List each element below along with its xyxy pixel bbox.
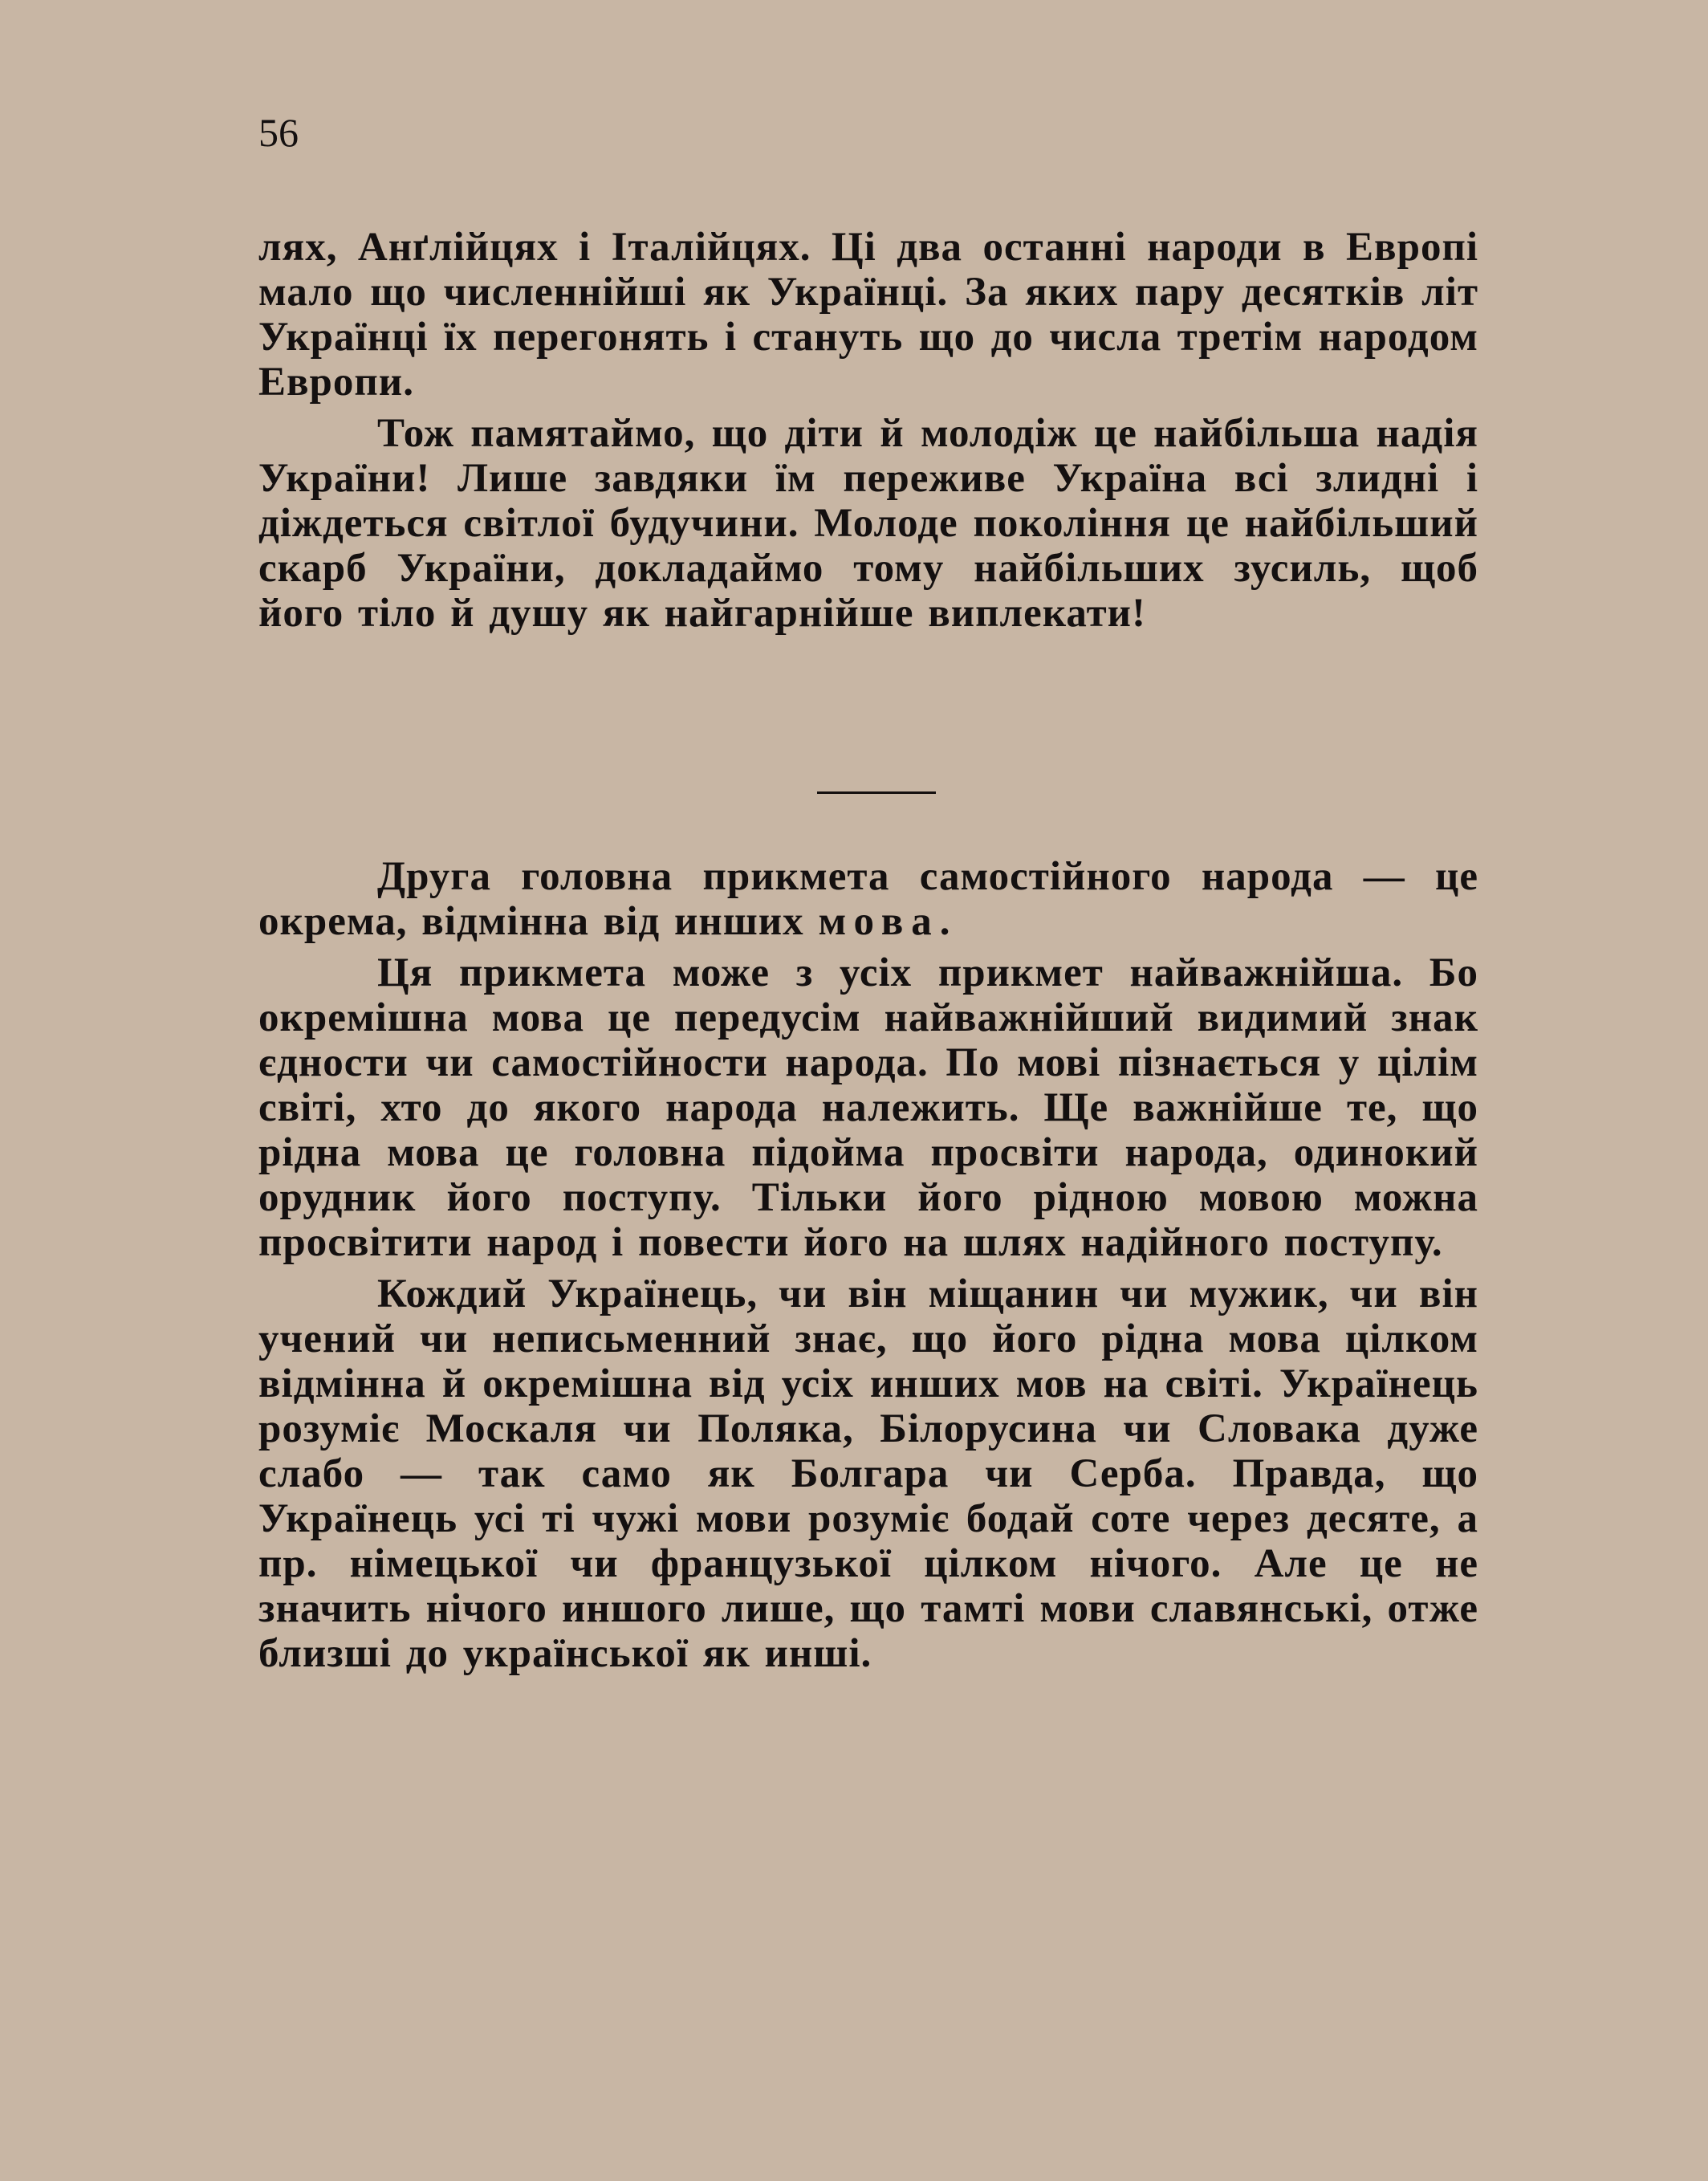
paragraph-language-mark-text: Друга головна прикмета самостійного народа — це окрема, відмінна від инших: [258, 854, 1478, 944]
text-section-top: [258, 225, 1478, 642]
paragraph-continuation: лях, Анґлійцях і Італійцях. Ці два останні народи в Европі мало що численнійші як Українці. За яких пару десятків літ Українці їх перегонять і стануть що до числа третім народом Европи.: [258, 225, 1478, 405]
text-section-bottom: [258, 854, 1478, 1683]
spaced-word-mova: мова: [818, 899, 940, 944]
paragraph-language-mark-end: .: [939, 899, 951, 944]
paragraph-importance: Ця прикмета може з усіх прикмет найважнійша. Бо окремішна мова це передусім найважнійший видимий знак єдности чи самостійности народа. По мові пізнається у цілім світі, хто до якого народа належить. Ще важнійше те, що рідна мова це головна підойма просвіти народа, одинокий орудник його поступу. Тільки його рідною мовою можна просвітити народ і повести його на шлях надійного поступу.: [258, 950, 1478, 1265]
page-number: 56: [258, 110, 299, 155]
paragraph-every-ukrainian: Кождий Українець, чи він міщанин чи мужик, чи він учений чи неписьменний знає, що його рідна мова цілком відмінна й окремішна від усіх инших мов на світі. Українець розуміє Москаля чи Поляка, Білорусина чи Словака дуже слабо — так само як Болгара чи Серба. Правда, що Українець усі ті чужі мови розуміє бодай соте через десяте, а пр. німецької чи французької цілком нічого. Але це не значить нічого иншого лише, що тамті мови славянські, отже близші до української як инші.: [258, 1272, 1478, 1676]
section-separator: [817, 791, 936, 794]
paragraph-language-mark: [258, 854, 1478, 944]
paragraph-youth: Тож памятаймо, що діти й молодіж це найбільша надія України! Лише завдяки їм переживе Україна всі злидні і діждеться світлої будучини. Молоде покоління це найбільший скарб України, докладаймо тому найбільших зусиль, щоб його тіло й душу як найгарнійше виплекати!: [258, 411, 1478, 636]
